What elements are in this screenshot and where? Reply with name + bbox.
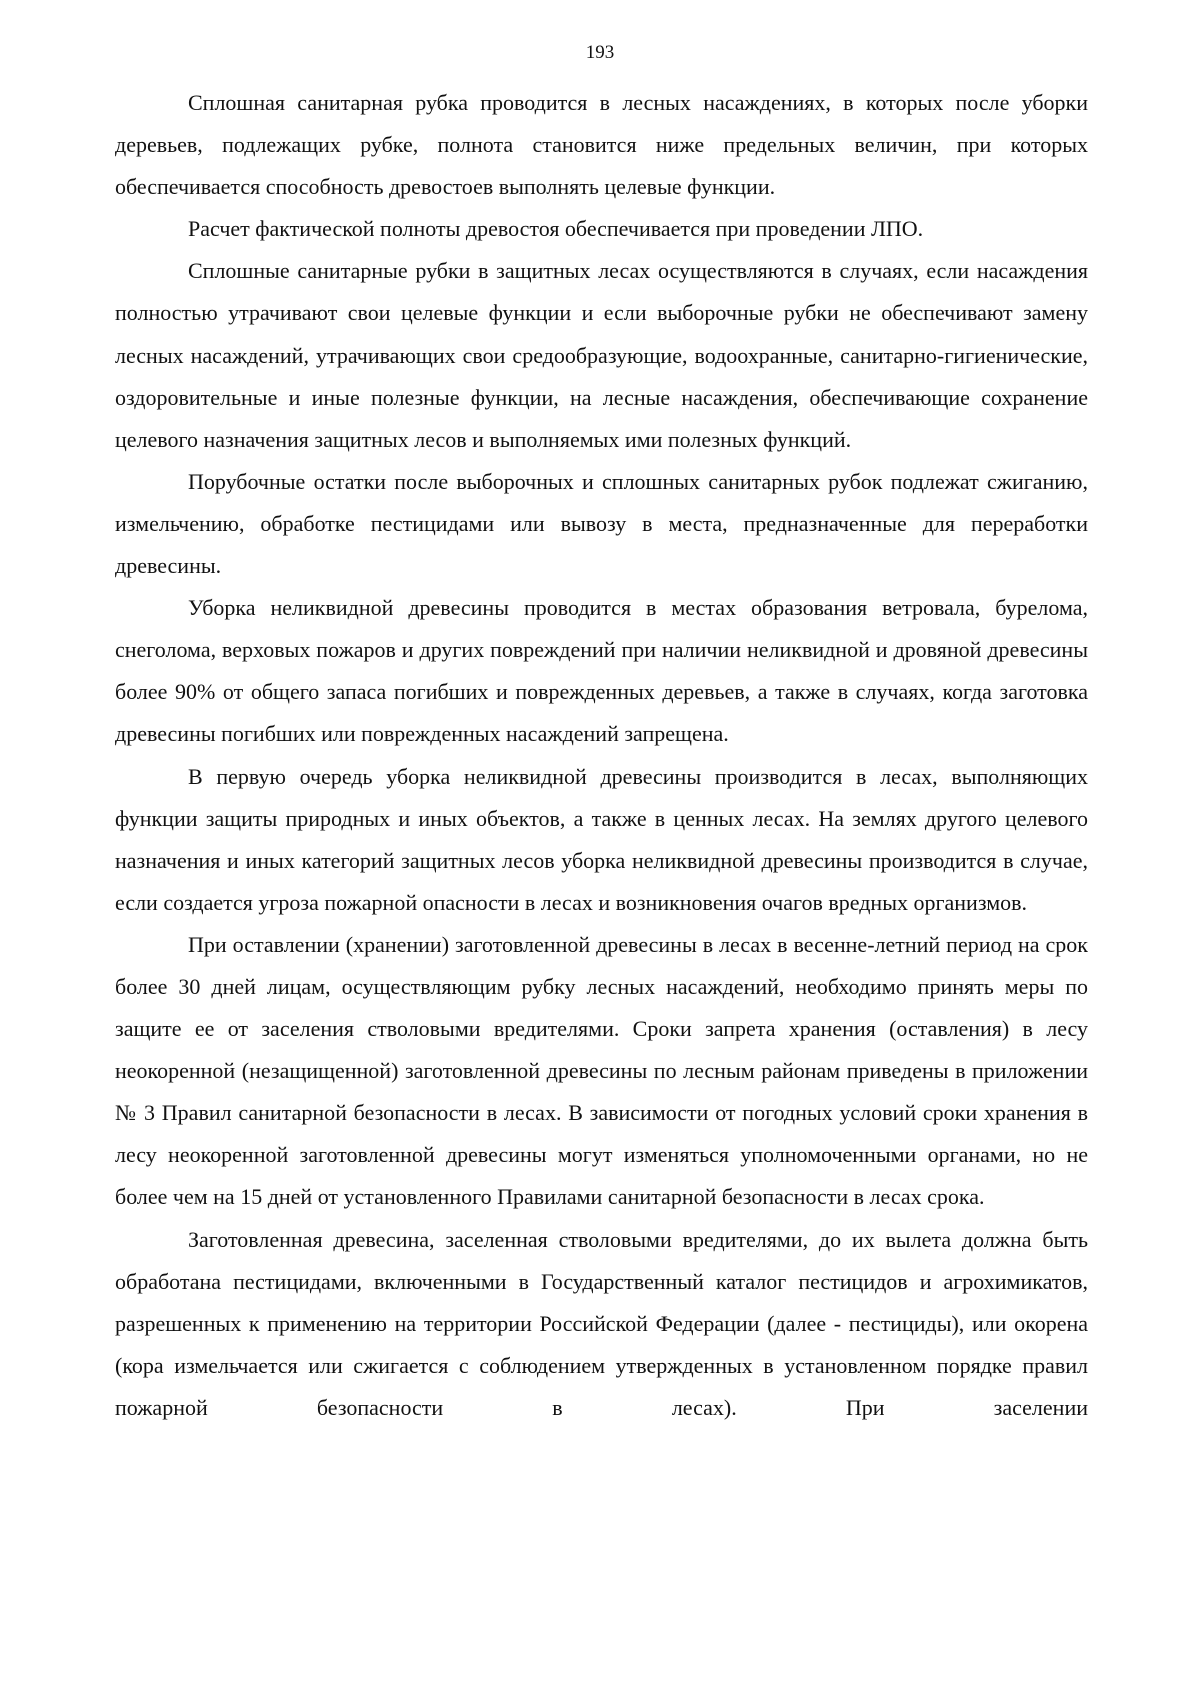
paragraph: Сплошные санитарные рубки в защитных лесах осуществляются в случаях, если насаждения полностью утрачивают свои целевые функции и если выборочные рубки не обеспечивают замену лесных насаждений, утрачивающих свои средообразующие, водоохранные, санитарно-гигиенические, оздоровительные и иные полезные функции, на лесные насаждения, обеспечивающие сохранение целевого назначения защитных лесов и выполняемых ими полезных функций. bbox=[115, 258, 1088, 452]
body-text bbox=[115, 82, 1088, 1429]
page-number: 193 bbox=[585, 42, 615, 63]
paragraph: Расчет фактической полноты древостоя обеспечивается при проведении ЛПО. bbox=[188, 216, 924, 242]
paragraph: Сплошная санитарная рубка проводится в лесных насаждениях, в которых после уборки деревьев, подлежащих рубке, полнота становится ниже предельных величин, при которых обеспечивается способность древостоев выполнять целевые функции. bbox=[115, 90, 1088, 200]
paragraph: Уборка неликвидной древесины проводится в местах образования ветровала, бурелома, снеголома, верховых пожаров и других повреждений при наличии неликвидной и дровяной древесины более 90% от общего запаса погибших и поврежденных деревьев, а также в случаях, когда заготовка древесины погибших или поврежденных насаждений запрещена. bbox=[115, 595, 1088, 747]
paragraph: При оставлении (хранении) заготовленной древесины в лесах в весенне-летний период на срок более 30 дней лицам, осуществляющим рубку лесных насаждений, необходимо принять меры по защите ее от заселения стволовыми вредителями. Сроки запрета хранения (оставления) в лесу неокоренной (незащищенной) заготовленной древесины по лесным районам приведены в приложении № 3 Правил санитарной безопасности в лесах. В зависимости от погодных условий сроки хранения в лесу неокоренной заготовленной древесины могут изменяться уполномоченными органами, но не более чем на 15 дней от установленного Правилами санитарной безопасности в лесах срока. bbox=[115, 931, 1088, 1210]
paragraph: В первую очередь уборка неликвидной древесины производится в лесах, выполняющих функции защиты природных и иных объектов, а также в ценных лесах. На землях другого целевого назначения и иных категорий защитных лесов уборка неликвидной древесины производится в случае, если создается угроза пожарной опасности в лесах и возникновения очагов вредных организмов. bbox=[115, 763, 1088, 915]
paragraph: Порубочные остатки после выборочных и сплошных санитарных рубок подлежат сжиганию, измельчению, обработке пестицидами или вывозу в места, предназначенные для переработки древесины. bbox=[115, 468, 1088, 579]
paragraph: Заготовленная древесина, заселенная стволовыми вредителями, до их вылета должна быть обработана пестицидами, включенными в Государственный каталог пестицидов и агрохимикатов, разрешенных к применению на территории Российской Федерации (далее - пестициды), или окорена (кора измельчается или сжигается с соблюдением утвержденных в установленном порядке правил пожарной безопасности в лесах). При заселении bbox=[115, 1226, 1088, 1420]
